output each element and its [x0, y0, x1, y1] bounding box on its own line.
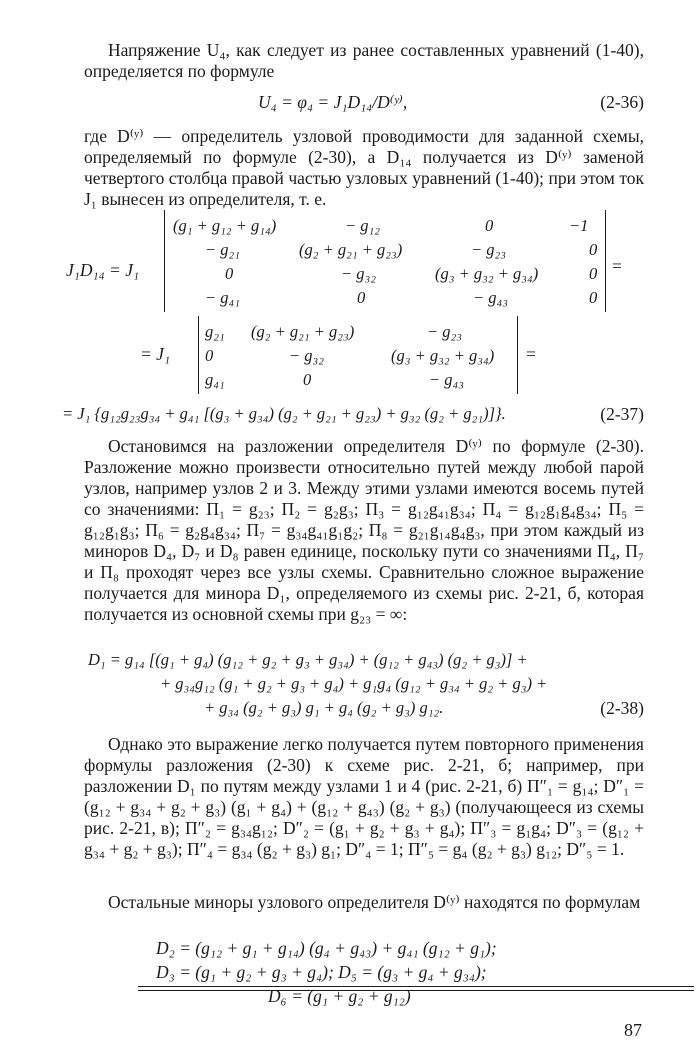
paragraph-recursive: Однако это выражение легко получается путем повторного применения формулы разложения (2-30) к схеме рис. 2-21, б; например, при разложении D₁ по путям между узлами 1 и 4 (рис. 2-21, б) Π″₁ = g₁₄; D″₁ = (g₁₂ + g₃₄ + g₂ + g₃) (g₁ + g₄) + (g₁₂ + g₄₃) (g₂ + g₃) (получающееся из схемы рис. 2-21, в); Π″₂ = g₃₄g₁₂; D″₂ = (g₁ + g₂ + g₃ + g₄); Π″₃ = g₁g₄; D″₃ = (g₁₂ + g₃₄ + g₂ + g₃); Π″₄ = g₃₄ (g₂ + g₃) g₁; D″₄ = 1; Π″₅ = g₄ (g₂ + g₃) g₁₂; D″₅ = 1. [84, 734, 644, 859]
det1-cell: (g₁ + g₁₂ + g₁₄) [173, 216, 277, 235]
equation-2-37: = J₁ {g₁₂g₂₃g₃₄ + g₄₁ [(g₃ + g₃₄) (g₂ + g₂₁ + g₂₃) + g₃₂ (g₂ + g₂₁)]}. [62, 404, 506, 423]
equation-2-38-line2: + g₃₄g₁₂ (g₁ + g₂ + g₃ + g₄) + g₁g₄ (g₁₂ + g₃₄ + g₂ + g₃) + [160, 674, 548, 693]
page-number: 87 [624, 1020, 642, 1040]
det1-cell: − g₁₂ [345, 216, 380, 235]
det2-cell: 0 [303, 370, 312, 389]
equation-d2: D₂ = (g₁₂ + g₁ + g₁₄) (g₄ + g₄₃) + g₄₁ (g₁₂ + g₁); [156, 938, 497, 958]
paragraph-intro: Напряжение U₄, как следует из ранее составленных уравнений (1-40), определяется по формуле [84, 40, 644, 81]
equation-number-2-36: (2-36) [600, 92, 644, 112]
det1-row [165, 216, 605, 239]
equation-d3-d5: D₃ = (g₁ + g₂ + g₃ + g₄); D₅ = (g₃ + g₄ + g₃₄); [156, 962, 487, 982]
equation-number-2-37: (2-37) [600, 404, 644, 424]
double-rule-top [138, 986, 694, 987]
det1-cell: (g₂ + g₂₁ + g₂₃) [299, 240, 403, 259]
det1-row [165, 288, 605, 311]
det2-cell: 0 [205, 346, 214, 365]
det2-row [199, 370, 517, 393]
det1-row [165, 240, 605, 263]
det1-cell: 0 [589, 240, 598, 259]
equation-2-38-line3: + g₃₄ (g₂ + g₃) g₁ + g₄ (g₂ + g₃) g₁₂. [204, 698, 444, 717]
double-rule-bottom [138, 990, 694, 991]
equation-number-2-38: (2-38) [600, 698, 644, 718]
det2-row [199, 322, 517, 345]
det1-cell: − g₄₁ [205, 288, 240, 307]
determinant-4x4 [164, 210, 606, 312]
det1-cell: 0 [589, 264, 598, 283]
det1-suffix: = [612, 256, 622, 276]
det2-cell: g₂₁ [205, 322, 225, 341]
det1-cell: 0 [357, 288, 366, 307]
det2-suffix: = [526, 344, 536, 364]
det2-cell: g₄₁ [205, 370, 225, 389]
det1-cell: (g₃ + g₃₂ + g₃₄) [435, 264, 539, 283]
paragraph-minors: Остальные миноры узлового определителя D⁽ʸ⁾ находятся по формулам [108, 892, 641, 912]
det2-cell: (g₂ + g₂₁ + g₂₃) [251, 322, 355, 341]
det2-cell: − g₃₂ [289, 346, 324, 365]
determinant-3x3 [198, 316, 518, 394]
det2-cell: − g₂₃ [427, 322, 462, 341]
det1-cell: − g₂₁ [205, 240, 240, 259]
det1-cell: − g₃₂ [341, 264, 376, 283]
det2-prefix: = J₁ [140, 344, 171, 364]
det1-cell: − g₂₃ [471, 240, 506, 259]
det1-row [165, 264, 605, 287]
det1-cell: 0 [589, 288, 598, 307]
det2-row [199, 346, 517, 369]
det1-cell: 0 [225, 264, 234, 283]
paragraph-expansion: Остановимся на разложении определителя D⁽ʸ⁾ по формуле (2-30). Разложение можно произвести относительно путей между любой парой узлов, например узлов 2 и 3. Между этими узлами имеются восемь путей со значениями: Π₁ = g₂₃; Π₂ = g₂g₃; Π₃ = g₁₂g₄₁g₃₄; Π₄ = g₁₂g₁g₄g₃₄; Π₅ = g₁₂g₁g₃; Π₆ = g₂g₄g₃₄; Π₇ = g₃₄g₄₁g₁g₂; Π₈ = g₂₁g₁₄g₄g₃, при этом каждый из миноров D₄, D₇ и D₈ равен единице, поскольку пути со значениями Π₄, Π₇ и Π₈ проходят через все узлы схемы. Сравнительно сложное выражение получается для минора D₁, определяемого из схемы рис. 2-21, б, которая получается из основной схемы при g₂₃ = ∞: [84, 436, 644, 624]
det1-cell: −1 [569, 216, 589, 235]
det2-cell: (g₃ + g₃₂ + g₃₄) [391, 346, 495, 365]
det1-cell: − g₄₃ [473, 288, 508, 307]
equation-2-36: U₄ = φ₄ = J₁D₁₄/D⁽ʸ⁾, [258, 92, 408, 112]
paragraph-definition: где D⁽ʸ⁾ — определитель узловой проводимости для заданной схемы, определяемый по формуле (2-30), а D₁₄ получается из D⁽ʸ⁾ заменой четвертого столбца правой частью узловых уравнений (1-40); при этом ток J₁ вынесен из определителя, т. е. [84, 126, 644, 209]
det1-cell: 0 [485, 216, 494, 235]
equation-2-38-line1: D₁ = g₁₄ [(g₁ + g₄) (g₁₂ + g₂ + g₃ + g₃₄) + (g₁₂ + g₄₃) (g₂ + g₃)] + [88, 650, 528, 669]
det1-prefix: J₁D₁₄ = J₁ [66, 260, 140, 280]
det2-cell: − g₄₃ [429, 370, 464, 389]
equation-d6: D₆ = (g₁ + g₂ + g₁₂) [268, 986, 411, 1006]
